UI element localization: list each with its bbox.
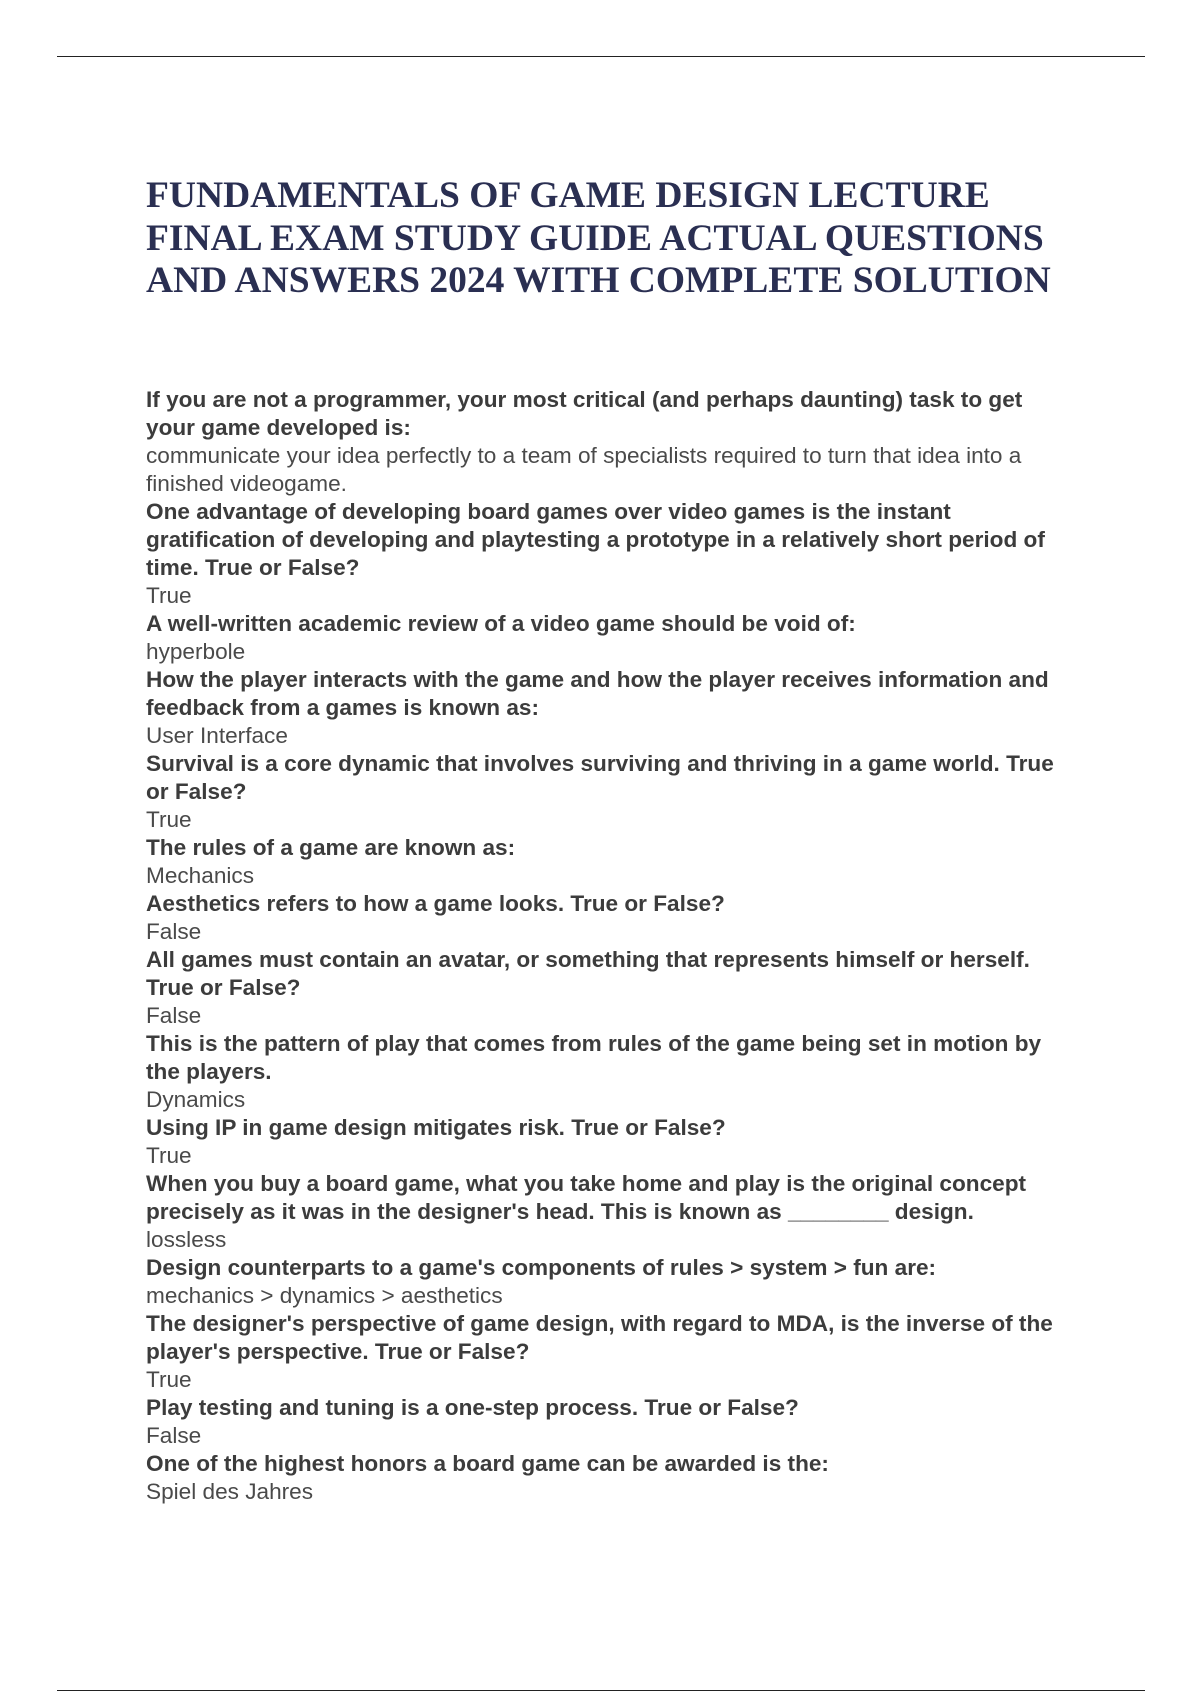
answer-text: True [146, 1367, 192, 1392]
question-text: One of the highest honors a board game can be awarded is the: [146, 1451, 829, 1476]
qa-item [146, 498, 1066, 610]
question-text: Using IP in game design mitigates risk. True or False? [146, 1115, 726, 1140]
answer-text: Dynamics [146, 1087, 246, 1112]
question-text: The rules of a game are known as: [146, 835, 516, 860]
question-text: Survival is a core dynamic that involves surviving and thriving in a game world. True or False? [146, 751, 1054, 804]
qa-item [146, 1170, 1066, 1254]
qa-item [146, 890, 1066, 946]
qa-item [146, 750, 1066, 834]
answer-text: Spiel des Jahres [146, 1479, 314, 1504]
answer-text: hyperbole [146, 639, 246, 664]
answer-text: False [146, 1003, 202, 1028]
question-text: One advantage of developing board games over video games is the instant gratification of developing and playtesting a prototype in a relatively short period of time. True or False? [146, 499, 1045, 580]
question-text: How the player interacts with the game and how the player receives information and feedback from a games is known as: [146, 667, 1049, 720]
document-title: FUNDAMENTALS OF GAME DESIGN LECTURE FINAL EXAM STUDY GUIDE ACTUAL QUESTIONS AND ANSWERS 2024 WITH COMPLETE SOLUTION [146, 175, 1051, 301]
answer-text: communicate your idea perfectly to a team of specialists required to turn that idea into a finished videogame. [146, 443, 1022, 496]
qa-item [146, 1450, 1066, 1506]
question-text: Play testing and tuning is a one-step process. True or False? [146, 1395, 799, 1420]
qa-item [146, 1254, 1066, 1310]
qa-item [146, 946, 1066, 1030]
answer-text: Mechanics [146, 863, 254, 888]
qa-item [146, 666, 1066, 750]
question-text: The designer's perspective of game design, with regard to MDA, is the inverse of the player's perspective. True or False? [146, 1311, 1053, 1364]
answer-text: False [146, 1423, 202, 1448]
qa-item [146, 610, 1066, 666]
question-text: This is the pattern of play that comes from rules of the game being set in motion by the players. [146, 1031, 1042, 1084]
answer-text: lossless [146, 1227, 227, 1252]
answer-text: True [146, 1143, 192, 1168]
answer-text: True [146, 583, 192, 608]
question-text: Aesthetics refers to how a game looks. True or False? [146, 891, 725, 916]
qa-item [146, 1030, 1066, 1114]
answer-text: True [146, 807, 192, 832]
question-text: All games must contain an avatar, or something that represents himself or herself. True or False? [146, 947, 1030, 1000]
qa-item [146, 834, 1066, 890]
question-text: A well-written academic review of a video game should be void of: [146, 611, 856, 636]
answer-text: mechanics > dynamics > aesthetics [146, 1283, 503, 1308]
qa-item [146, 1310, 1066, 1394]
qa-item [146, 1394, 1066, 1450]
question-text: Design counterparts to a game's components of rules > system > fun are: [146, 1255, 937, 1280]
question-text: When you buy a board game, what you take home and play is the original concept precisely as it was in the designer's head. This is known as ________ design. [146, 1171, 1027, 1224]
qa-item [146, 386, 1066, 498]
answer-text: User Interface [146, 723, 288, 748]
answer-text: False [146, 919, 202, 944]
qa-list [146, 386, 1066, 1506]
top-divider [57, 56, 1145, 57]
bottom-divider [57, 1690, 1145, 1691]
qa-item [146, 1114, 1066, 1170]
question-text: If you are not a programmer, your most critical (and perhaps daunting) task to get your game developed is: [146, 387, 1023, 440]
